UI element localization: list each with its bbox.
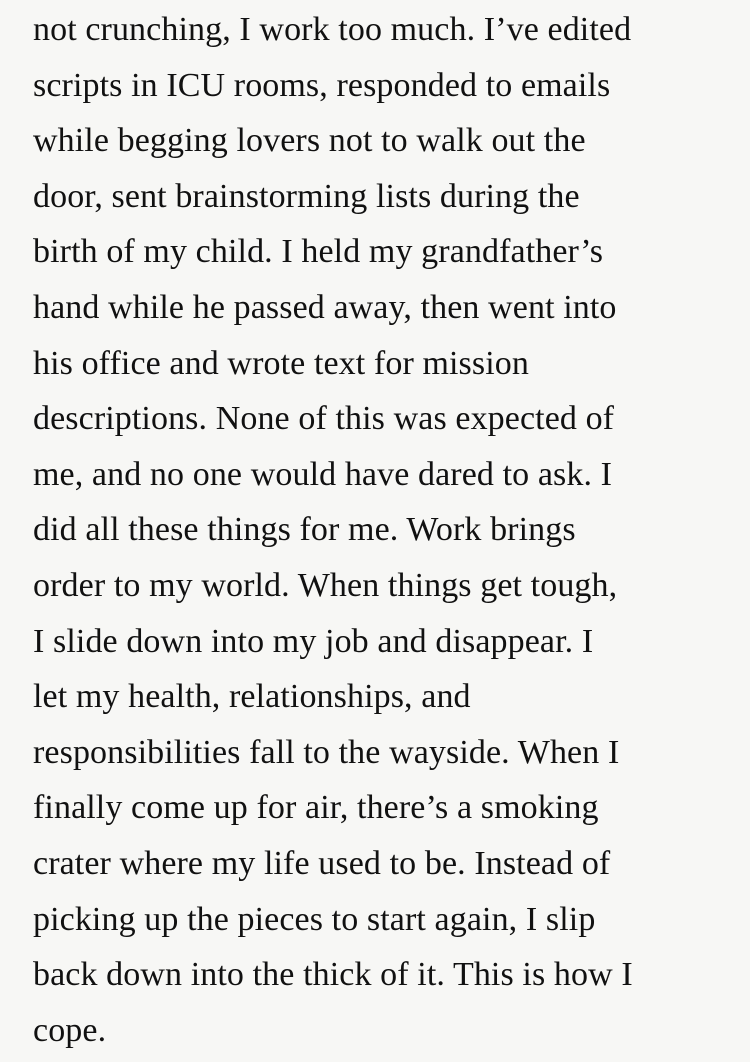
paragraph-line: picking up the pieces to start again, I slip [33, 900, 596, 938]
paragraph-line: not crunching, I work too much. I’ve edited [33, 11, 632, 48]
paragraph-line: I slide down into my job and disappear. I [33, 622, 594, 660]
paragraph-line: birth of my child. I held my grandfather’s [33, 233, 604, 271]
paragraph-line: while begging lovers not to walk out the [33, 122, 586, 160]
paragraph-line: scripts in ICU rooms, responded to emails [33, 66, 611, 104]
paragraph-line: finally come up for air, there’s a smoking [33, 789, 599, 827]
paragraph-line: me, and no one would have dared to ask. I [33, 455, 613, 493]
paragraph-line: let my health, relationships, and [33, 678, 471, 716]
paragraph-line: cope. [33, 1011, 107, 1049]
paragraph-line: door, sent brainstorming lists during the [33, 177, 580, 215]
paragraph-line: crater where my life used to be. Instead of [33, 844, 611, 882]
body-paragraph [33, 0, 728, 1058]
paragraph-line: did all these things for me. Work brings [33, 511, 576, 549]
paragraph-line: order to my world. When things get tough, [33, 566, 618, 604]
paragraph-line: hand while he passed away, then went into [33, 288, 617, 326]
paragraph-line: responsibilities fall to the wayside. When I [33, 733, 620, 771]
paragraph-line: back down into the thick of it. This is how I [33, 956, 633, 994]
paragraph-line: descriptions. None of this was expected of [33, 400, 615, 438]
paragraph-line: his office and wrote text for mission [33, 344, 529, 382]
